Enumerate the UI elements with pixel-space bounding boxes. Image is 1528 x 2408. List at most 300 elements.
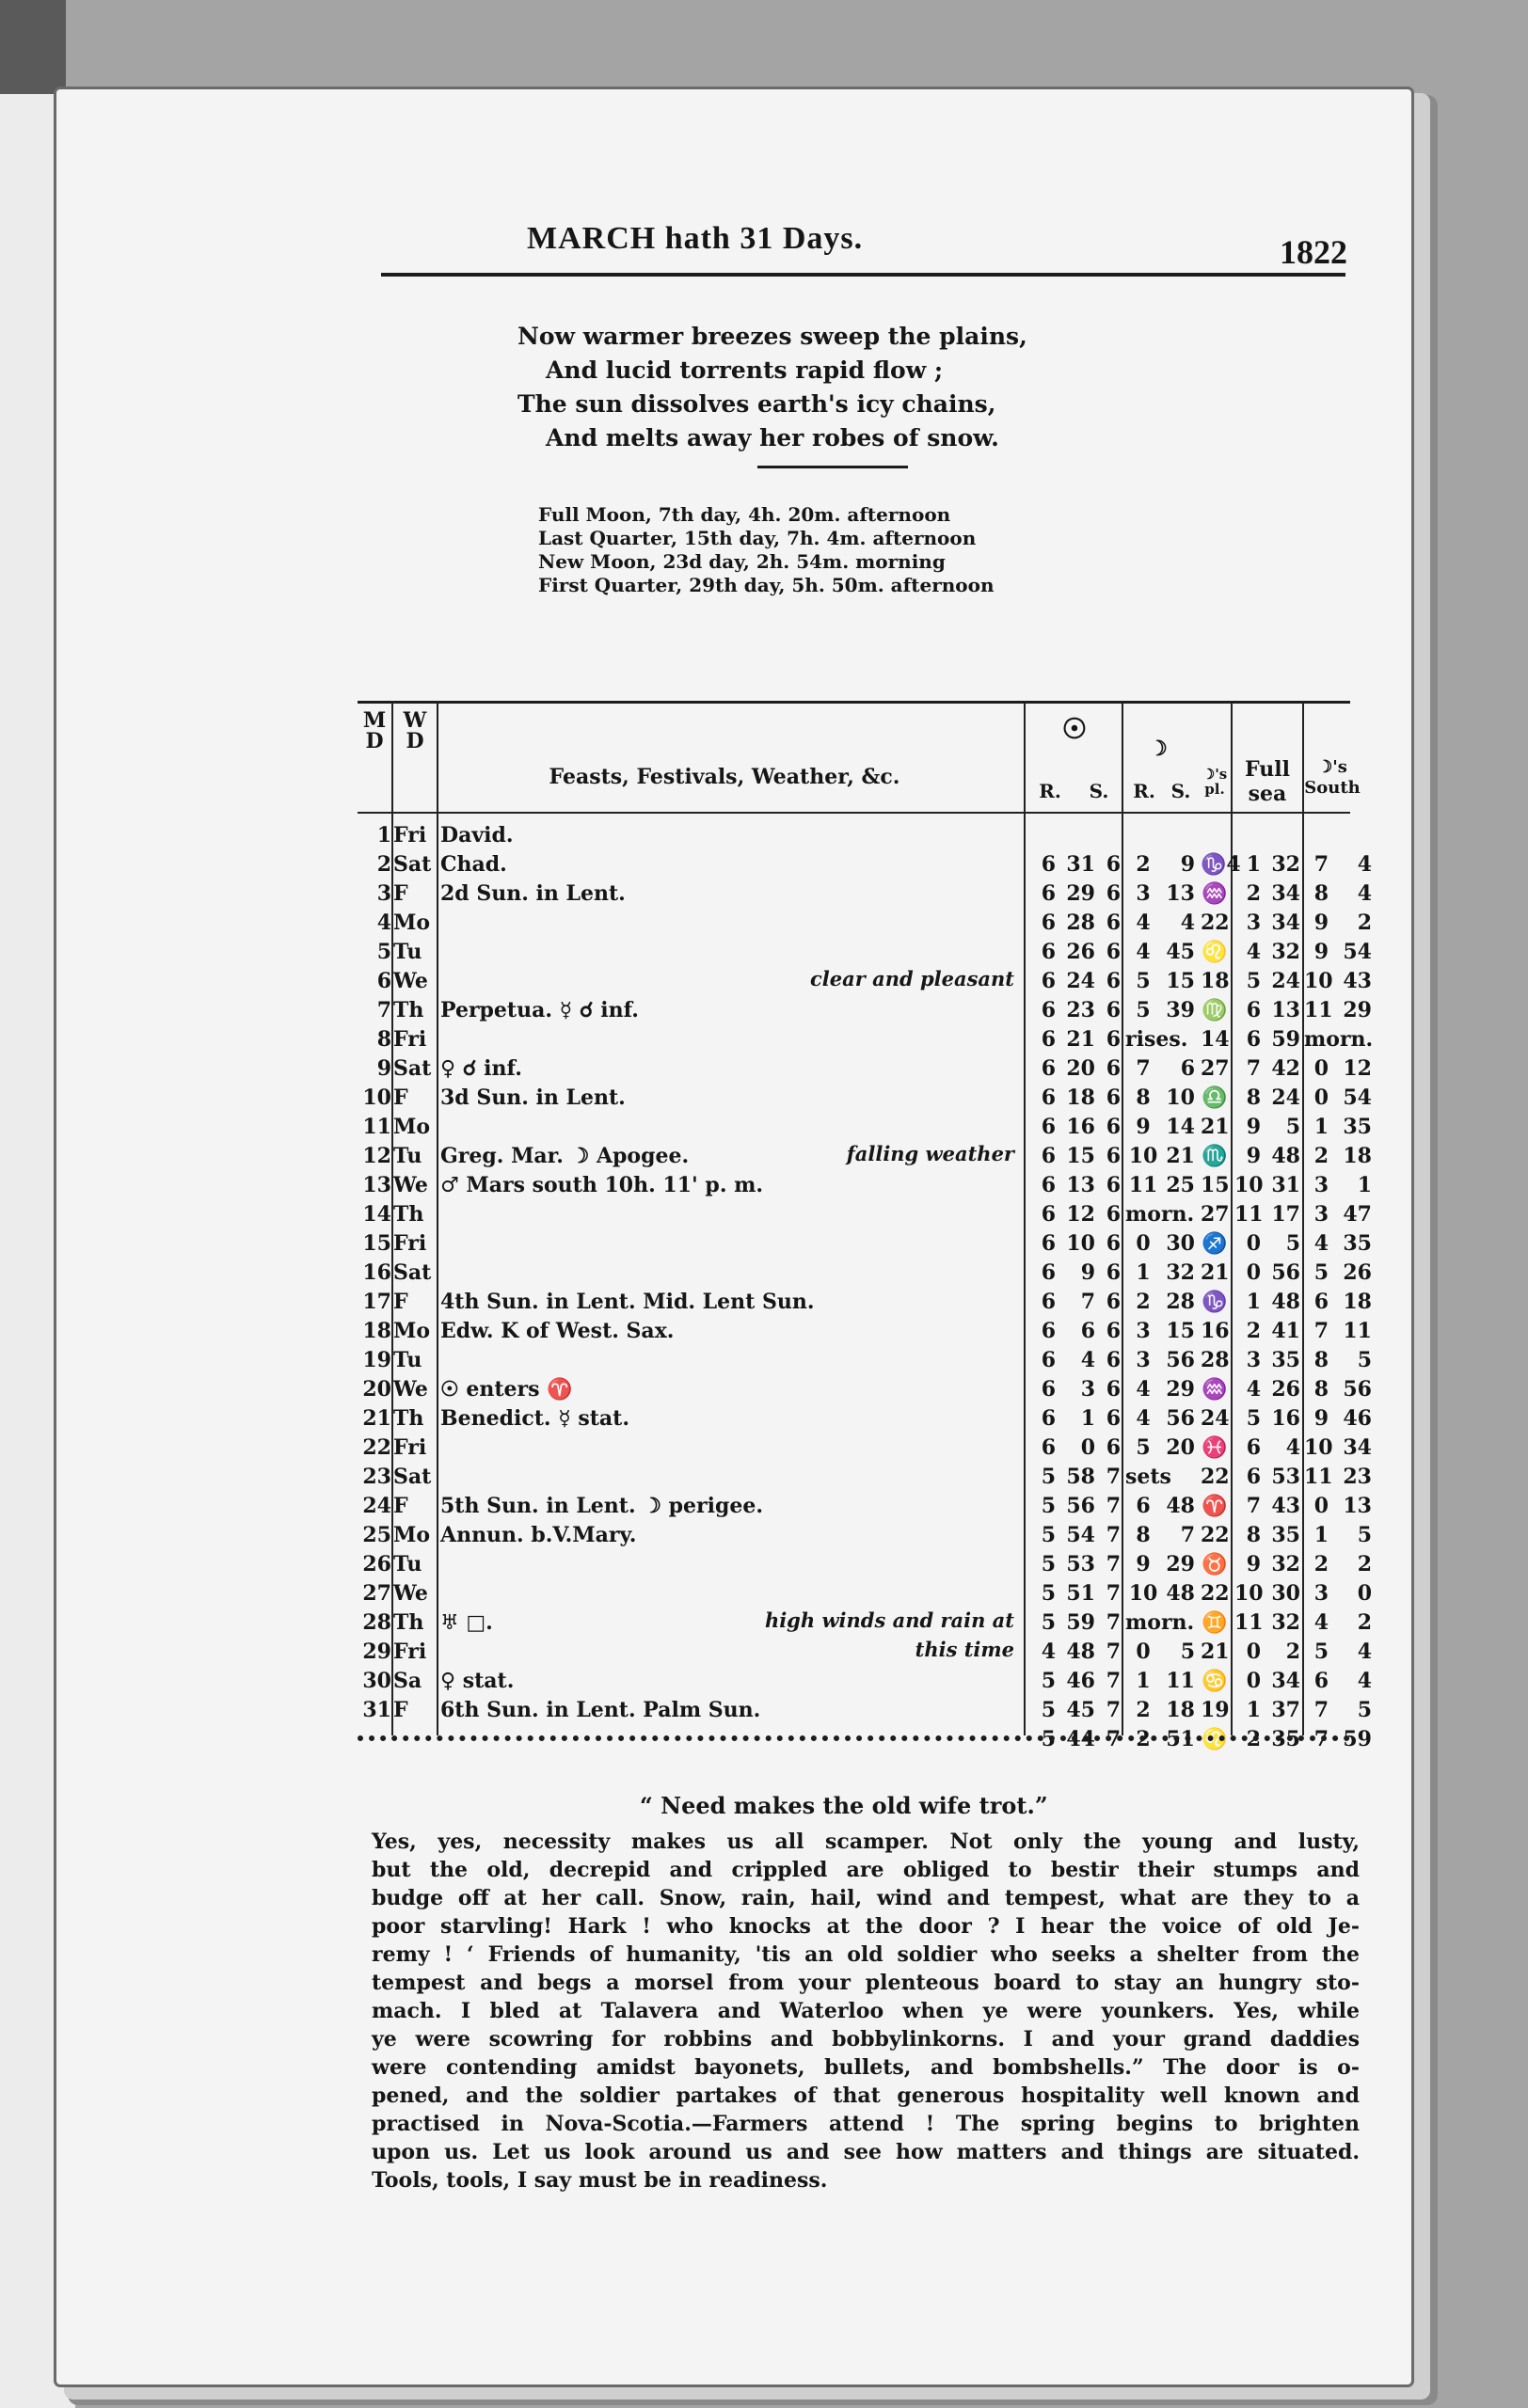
cell-month-day: 9 <box>376 1056 391 1081</box>
cell-south-hour: 7 <box>1313 1727 1329 1751</box>
cell-sea-hour: 2 <box>1246 1319 1261 1343</box>
cell-sea-hour: 0 <box>1246 1640 1261 1664</box>
cell-sun-rise-hour: 6 <box>1041 1202 1056 1227</box>
header-moon-south: ☽'s South <box>1304 757 1361 798</box>
cell-sea-hour: 2 <box>1246 1727 1261 1751</box>
cell-sea-min: 43 <box>1271 1494 1300 1518</box>
cell-sea-min: 35 <box>1271 1348 1300 1372</box>
cell-sea-min: 37 <box>1271 1698 1300 1722</box>
cell-sea-min: 32 <box>1271 940 1300 964</box>
cell-sun-set-hour: 6 <box>1106 911 1121 935</box>
cell-sun-set-hour: 7 <box>1106 1727 1121 1751</box>
cell-sun-rise-min: 29 <box>1066 881 1095 906</box>
cell-sea-min: 16 <box>1271 1406 1300 1431</box>
weather-note: clear and pleasant <box>809 967 1014 990</box>
cell-moon-min: 21 <box>1166 1144 1195 1168</box>
essay-line: ye were scowring for robbins and bobbylinkorns. I and your grand daddies <box>372 2027 1360 2052</box>
almanac-page <box>56 89 1411 2384</box>
cell-sun-set-hour: 7 <box>1106 1523 1121 1547</box>
cell-sun-rise-min: 23 <box>1066 998 1095 1022</box>
cell-week-day: We <box>393 1377 428 1402</box>
cell-south-hour: 7 <box>1313 852 1329 877</box>
cell-sun-rise-min: 10 <box>1066 1231 1095 1256</box>
cell-south-hour: 11 <box>1304 998 1333 1022</box>
cell-sea-min: 35 <box>1271 1523 1300 1547</box>
cell-feast: 5th Sun. in Lent. ☽ perigee. <box>440 1494 764 1518</box>
cell-week-day: Th <box>393 1406 424 1431</box>
cell-south-hour: 1 <box>1313 1115 1329 1139</box>
cell-moon-rise: 4 <box>1136 911 1151 935</box>
cell-month-day: 16 <box>362 1260 391 1285</box>
year-label: 1822 <box>1280 233 1347 271</box>
cell-sun-rise-hour: 6 <box>1041 940 1056 964</box>
cell-sea-hour: 4 <box>1246 940 1261 964</box>
cell-week-day: Mo <box>393 1523 431 1547</box>
cell-sun-set-hour: 6 <box>1106 1173 1121 1197</box>
cell-south-hour: 7 <box>1313 1698 1329 1722</box>
cell-month-day: 7 <box>376 998 391 1022</box>
cell-moon-place: 22 <box>1201 1465 1230 1489</box>
table-row <box>358 1346 1372 1375</box>
cell-sea-hour: 0 <box>1246 1260 1261 1285</box>
cell-moon-place: ♌ <box>1202 1727 1228 1751</box>
table-row <box>358 1434 1372 1463</box>
cell-sun-rise-hour: 6 <box>1041 1406 1056 1431</box>
table-row <box>358 1142 1372 1171</box>
cell-moon-place: ♒ <box>1202 1377 1228 1402</box>
cell-south-min: 18 <box>1343 1144 1372 1168</box>
cell-sun-rise-min: 0 <box>1080 1435 1095 1460</box>
cell-sun-set-hour: 6 <box>1106 940 1121 964</box>
cell-sun-rise-min: 53 <box>1066 1552 1095 1576</box>
table-row <box>358 1084 1372 1113</box>
cell-week-day: F <box>393 1698 408 1722</box>
table-top-rule <box>358 701 1350 704</box>
cell-sun-rise-hour: 6 <box>1041 852 1056 877</box>
cell-sea-hour: 3 <box>1246 1348 1261 1372</box>
cell-moon-rise: 4 <box>1136 1406 1151 1431</box>
cell-moon-place: ♊ <box>1202 1610 1228 1635</box>
cell-sun-rise-hour: 6 <box>1041 1115 1056 1139</box>
moon-phase: Full Moon, 7th day, 4h. 20m. afternoon <box>538 503 951 526</box>
cell-south-min: 2 <box>1357 1552 1372 1576</box>
cell-week-day: Fri <box>393 1027 427 1052</box>
cell-south-hour: 11 <box>1304 1465 1333 1489</box>
cell-south-hour: 5 <box>1313 1260 1329 1285</box>
table-bottom-rule <box>358 1735 1350 1741</box>
cell-moon-place: ♏ <box>1202 1144 1228 1168</box>
cell-moon-rise: 3 <box>1136 1319 1151 1343</box>
cell-moon-rise: 10 <box>1128 1581 1158 1606</box>
cell-south-hour: 10 <box>1304 969 1333 993</box>
cell-sun-rise-hour: 5 <box>1041 1581 1056 1606</box>
cell-sun-rise-hour: 6 <box>1041 1260 1056 1285</box>
cell-sea-hour: 6 <box>1246 1027 1261 1052</box>
cell-moon-min: 15 <box>1166 969 1195 993</box>
cell-moon-rise: 5 <box>1136 998 1151 1022</box>
cell-moon-min: 11 <box>1166 1669 1195 1693</box>
cell-week-day: Sa <box>393 1669 422 1693</box>
cell-sun-rise-min: 1 <box>1080 1406 1095 1431</box>
cell-month-day: 12 <box>362 1144 391 1168</box>
cell-sun-set-hour: 6 <box>1106 1348 1121 1372</box>
cell-south-hour: 10 <box>1304 1435 1333 1460</box>
table-row <box>358 1404 1372 1434</box>
cell-moon-rise: sets <box>1125 1465 1171 1489</box>
cell-sun-rise-min: 31 <box>1066 852 1095 877</box>
cell-sun-rise-min: 58 <box>1066 1465 1095 1489</box>
cell-sun-set-hour: 6 <box>1106 1085 1121 1110</box>
cell-south-hour: 0 <box>1313 1085 1329 1110</box>
cell-moon-rise: 3 <box>1136 1348 1151 1372</box>
table-row <box>358 909 1372 938</box>
cell-week-day: Th <box>393 1610 424 1635</box>
cell-sea-min: 24 <box>1271 1085 1300 1110</box>
cell-sun-rise-hour: 6 <box>1041 1056 1056 1081</box>
cell-sea-min: 30 <box>1271 1581 1300 1606</box>
cell-sun-rise-hour: 5 <box>1041 1727 1056 1751</box>
weather-note: this time <box>915 1638 1014 1661</box>
cell-moon-min: 56 <box>1166 1348 1195 1372</box>
table-row <box>358 1638 1372 1667</box>
cell-south-min: 2 <box>1357 1610 1372 1635</box>
cell-sun-rise-hour: 6 <box>1041 1348 1056 1372</box>
cell-sun-set-hour: 6 <box>1106 1260 1121 1285</box>
cell-south-min: 5 <box>1357 1523 1372 1547</box>
essay-line: tempest and begs a morsel from your plenteous board to stay an hungry sto- <box>372 1971 1360 1995</box>
cell-sea-hour: 9 <box>1246 1144 1261 1168</box>
cell-sun-set-hour: 7 <box>1106 1669 1121 1693</box>
cell-south-min: 26 <box>1343 1260 1372 1285</box>
cell-moon-place: 15 <box>1201 1173 1230 1197</box>
table-row <box>358 1259 1372 1288</box>
cell-sea-hour: 4 <box>1246 1377 1261 1402</box>
cell-sun-rise-hour: 6 <box>1041 1027 1056 1052</box>
cell-month-day: 28 <box>362 1610 391 1635</box>
cell-moon-rise: 5 <box>1136 1435 1151 1460</box>
cell-month-day: 21 <box>362 1406 391 1431</box>
cell-moon-min: 39 <box>1166 998 1195 1022</box>
cell-sun-rise-hour: 5 <box>1041 1494 1056 1518</box>
verse-line: Now warmer breezes sweep the plains, <box>517 323 1027 350</box>
cell-month-day: 8 <box>376 1027 391 1052</box>
cell-feast: David. <box>440 823 514 848</box>
cell-sun-set-hour: 6 <box>1106 1435 1121 1460</box>
cell-sea-min: 5 <box>1285 1115 1300 1139</box>
cell-sun-rise-min: 24 <box>1066 969 1095 993</box>
verse-line: The sun dissolves earth's icy chains, <box>517 390 996 418</box>
cell-moon-min: 4 <box>1180 911 1195 935</box>
calendar-table <box>358 701 1374 1764</box>
cell-moon-min: 48 <box>1166 1581 1195 1606</box>
cell-sun-rise-min: 21 <box>1066 1027 1095 1052</box>
cell-south-min: 11 <box>1343 1319 1372 1343</box>
cell-month-day: 22 <box>362 1435 391 1460</box>
cell-month-day: 13 <box>362 1173 391 1197</box>
cell-month-day: 26 <box>362 1552 391 1576</box>
cell-sun-rise-min: 4 <box>1080 1348 1095 1372</box>
verse-rule <box>757 466 908 468</box>
table-row <box>358 1521 1372 1550</box>
essay-line: upon us. Let us look around us and see how matters and things are situated. <box>372 2140 1360 2164</box>
cell-sun-rise-min: 44 <box>1066 1727 1095 1751</box>
cell-south-min: 54 <box>1343 1085 1372 1110</box>
cell-moon-place: ♍ <box>1202 998 1228 1022</box>
cell-sun-set-hour: 6 <box>1106 1144 1121 1168</box>
cell-sun-rise-hour: 4 <box>1041 1640 1056 1664</box>
cell-sea-min: 24 <box>1271 969 1300 993</box>
cell-moon-rise: 0 <box>1136 1231 1151 1256</box>
cell-month-day: 17 <box>362 1290 391 1314</box>
cell-sun-set-hour: 6 <box>1106 1202 1121 1227</box>
cell-week-day: Fri <box>393 1435 427 1460</box>
table-row <box>358 1608 1372 1638</box>
cell-south-hour: 3 <box>1313 1173 1329 1197</box>
cell-sun-set-hour: 6 <box>1106 881 1121 906</box>
cell-south-min: 2 <box>1357 911 1372 935</box>
cell-sea-hour: 9 <box>1246 1115 1261 1139</box>
cell-south-hour: 6 <box>1313 1669 1329 1693</box>
cell-sun-rise-hour: 5 <box>1041 1523 1056 1547</box>
cell-moon-rise: 1 <box>1136 1260 1151 1285</box>
header-moon-rise: R. <box>1133 780 1155 802</box>
cell-sun-rise-hour: 6 <box>1041 1290 1056 1314</box>
cell-week-day: Sat <box>393 852 432 877</box>
cell-week-day: Fri <box>393 1231 427 1256</box>
cell-moon-rise: 6 <box>1136 1494 1151 1518</box>
table-row <box>358 1229 1372 1259</box>
cell-moon-min: 7 <box>1180 1523 1195 1547</box>
cell-sea-hour: 5 <box>1246 1406 1261 1431</box>
cell-moon-place: 18 <box>1201 969 1230 993</box>
cell-sun-set-hour: 6 <box>1106 1027 1121 1052</box>
table-row <box>358 1171 1372 1200</box>
cell-week-day: Mo <box>393 911 431 935</box>
header-rule <box>381 273 1345 277</box>
cell-sea-hour: 8 <box>1246 1085 1261 1110</box>
table-row <box>358 1054 1372 1084</box>
cell-moon-rise: 9 <box>1136 1115 1151 1139</box>
cell-south-min: 18 <box>1343 1290 1372 1314</box>
cell-sun-rise-min: 56 <box>1066 1494 1095 1518</box>
cell-south-min: 4 <box>1357 852 1372 877</box>
cell-south-hour: 9 <box>1313 940 1329 964</box>
cell-sea-min: 32 <box>1271 1552 1300 1576</box>
cell-sun-rise-min: 26 <box>1066 940 1095 964</box>
cell-south-hour: 8 <box>1313 1348 1329 1372</box>
cell-sun-set-hour: 7 <box>1106 1581 1121 1606</box>
cell-south-min: 43 <box>1343 969 1372 993</box>
cell-sea-min: 13 <box>1271 998 1300 1022</box>
cell-moon-place: 27 <box>1201 1056 1230 1081</box>
cell-sea-min: 26 <box>1271 1377 1300 1402</box>
cell-sea-min: 5 <box>1285 1231 1300 1256</box>
cell-week-day: Tu <box>393 1552 422 1576</box>
table-row <box>358 1025 1374 1054</box>
cell-moon-rise: 8 <box>1136 1085 1151 1110</box>
cell-sea-min: 42 <box>1271 1056 1300 1081</box>
cell-south-hour: 0 <box>1313 1056 1329 1081</box>
cell-south-hour: 1 <box>1313 1523 1329 1547</box>
header-full-sea: Full sea <box>1245 757 1290 806</box>
cell-moon-place: 16 <box>1201 1319 1230 1343</box>
cell-moon-place: ♓ <box>1202 1435 1228 1460</box>
cell-moon-min: 28 <box>1166 1290 1195 1314</box>
month-title: MARCH hath 31 Days. <box>527 221 864 256</box>
cell-moon-rise: 4 <box>1136 940 1151 964</box>
cell-feast: ♀ stat. <box>440 1669 515 1693</box>
table-row <box>358 996 1372 1025</box>
table-row <box>358 1288 1372 1317</box>
cell-moon-place: ♈ <box>1202 1494 1228 1518</box>
cell-month-day: 10 <box>362 1085 391 1110</box>
cell-sea-hour: 9 <box>1246 1552 1261 1576</box>
cell-month-day: 4 <box>376 911 391 935</box>
cell-month-day: 11 <box>362 1115 391 1139</box>
table-row <box>358 1463 1372 1492</box>
cell-south-min: 56 <box>1343 1377 1372 1402</box>
cell-moon-rise: 5 <box>1136 969 1151 993</box>
cell-month-day: 18 <box>362 1319 391 1343</box>
cell-feast: ☉ enters ♈ <box>440 1377 573 1402</box>
cell-south-hour: 4 <box>1313 1610 1329 1635</box>
cell-south-min: 0 <box>1357 1581 1372 1606</box>
cell-month-day: 31 <box>362 1698 391 1722</box>
cell-south-hour: 5 <box>1313 1640 1329 1664</box>
table-row <box>358 1667 1372 1696</box>
cell-month-day: 5 <box>376 940 391 964</box>
cell-week-day: We <box>393 969 428 993</box>
cell-feast: 6th Sun. in Lent. Palm Sun. <box>440 1698 761 1722</box>
essay-line: remy ! ‘ Friends of humanity, 'tis an old soldier who seeks a shelter from the <box>372 1942 1360 1967</box>
cell-sun-rise-hour: 6 <box>1041 1144 1056 1168</box>
essay-line: but the old, decrepid and crippled are obliged to bestir their stumps and <box>372 1858 1360 1882</box>
cell-moon-place: 21 <box>1201 1640 1230 1664</box>
moon-phase: New Moon, 23d day, 2h. 54m. morning <box>538 550 946 573</box>
cell-feast: Benedict. ☿ stat. <box>440 1406 629 1431</box>
cell-week-day: Mo <box>393 1319 431 1343</box>
cell-week-day: F <box>393 1290 408 1314</box>
table-row <box>358 1375 1372 1404</box>
cell-moon-place: 21 <box>1201 1260 1230 1285</box>
cell-sun-rise-hour: 5 <box>1041 1669 1056 1693</box>
table-row <box>358 1579 1372 1608</box>
cell-moon-place: ♑4 <box>1201 852 1241 877</box>
cell-moon-place: 21 <box>1201 1115 1230 1139</box>
table-row <box>358 821 1350 850</box>
table-row <box>358 1113 1372 1142</box>
cell-moon-place: 22 <box>1201 1523 1230 1547</box>
cell-week-day: Th <box>393 1202 424 1227</box>
cell-sea-hour: 1 <box>1246 1290 1261 1314</box>
cell-moon-min: 18 <box>1166 1698 1195 1722</box>
cell-feast: ♀ ☌ inf. <box>440 1056 522 1081</box>
cell-south-min: 13 <box>1343 1494 1372 1518</box>
weather-note: falling weather <box>846 1142 1014 1165</box>
header-bottom-rule <box>358 812 1350 814</box>
cell-south-hour: 8 <box>1313 881 1329 906</box>
cell-sun-set-hour: 7 <box>1106 1698 1121 1722</box>
cell-sun-rise-hour: 6 <box>1041 881 1056 906</box>
essay-line: pened, and the soldier partakes of that generous hospitality well known and <box>372 2083 1360 2108</box>
cell-sea-min: 56 <box>1271 1260 1300 1285</box>
cell-sea-min: 31 <box>1271 1173 1300 1197</box>
page-content <box>301 89 1374 2384</box>
cell-week-day: We <box>393 1173 428 1197</box>
cell-week-day: Sat <box>393 1260 432 1285</box>
cell-south-hour: 2 <box>1313 1552 1329 1576</box>
cell-moon-place: 24 <box>1201 1406 1230 1431</box>
cell-south-hour: 9 <box>1313 911 1329 935</box>
cell-week-day: Sat <box>393 1465 432 1489</box>
cell-sun-rise-hour: 6 <box>1041 1231 1056 1256</box>
cell-moon-rise: 10 <box>1128 1144 1158 1168</box>
cell-sea-min: 34 <box>1271 911 1300 935</box>
cell-sun-rise-min: 28 <box>1066 911 1095 935</box>
cell-moon-min: 13 <box>1166 881 1195 906</box>
cell-sun-rise-min: 16 <box>1066 1115 1095 1139</box>
cell-week-day: Tu <box>393 1144 422 1168</box>
cell-week-day: Th <box>393 998 424 1022</box>
cell-sun-set-hour: 6 <box>1106 969 1121 993</box>
cell-sun-rise-hour: 6 <box>1041 1435 1056 1460</box>
cell-month-day: 3 <box>376 881 391 906</box>
cell-week-day: We <box>393 1581 428 1606</box>
cell-sea-min: 59 <box>1271 1027 1300 1052</box>
cell-sun-set-hour: 7 <box>1106 1465 1121 1489</box>
cell-month-day: 2 <box>376 852 391 877</box>
cell-moon-place: 28 <box>1201 1348 1230 1372</box>
cell-moon-rise: 2 <box>1136 852 1151 877</box>
cell-moon-rise: 1 <box>1136 1669 1151 1693</box>
essay-line: were contending amidst bayonets, bullets, and bombshells.” The door is o- <box>372 2055 1360 2080</box>
cell-sea-min: 4 <box>1285 1435 1300 1460</box>
cell-month-day: 1 <box>376 823 391 848</box>
header-md: M D <box>362 708 387 753</box>
cell-moon-place: ♑ <box>1202 1290 1228 1314</box>
table-row <box>358 938 1372 967</box>
cell-month-day: 25 <box>362 1523 391 1547</box>
cell-sea-min: 53 <box>1271 1465 1300 1489</box>
sun-symbol: ☉ <box>1061 713 1088 746</box>
cell-sun-set-hour: 6 <box>1106 1056 1121 1081</box>
cell-moon-place: ♎ <box>1202 1085 1228 1110</box>
cell-week-day: Sat <box>393 1056 432 1081</box>
cell-moon-rise: 11 <box>1128 1173 1158 1197</box>
cell-month-day: 14 <box>362 1202 391 1227</box>
cell-south-min: 4 <box>1357 1669 1372 1693</box>
cell-sun-rise-hour: 6 <box>1041 911 1056 935</box>
cell-sea-min: 32 <box>1271 1610 1300 1635</box>
cell-moon-rise: 2 <box>1136 1727 1151 1751</box>
cell-week-day: Fri <box>393 823 427 848</box>
cell-sun-rise-min: 46 <box>1066 1669 1095 1693</box>
cell-south-min: 54 <box>1343 940 1372 964</box>
cell-sun-rise-hour: 6 <box>1041 1085 1056 1110</box>
cell-moon-min: 20 <box>1166 1435 1195 1460</box>
cell-sea-min: 34 <box>1271 1669 1300 1693</box>
cell-sun-set-hour: 6 <box>1106 998 1121 1022</box>
cell-feast: 2d Sun. in Lent. <box>440 881 626 906</box>
table-row <box>358 1696 1372 1725</box>
cell-sea-min: 48 <box>1271 1290 1300 1314</box>
cell-week-day: F <box>393 881 408 906</box>
cell-moon-rise: 9 <box>1136 1552 1151 1576</box>
cell-month-day: 30 <box>362 1669 391 1693</box>
cell-south-min: 46 <box>1343 1406 1372 1431</box>
cell-feast: Edw. K of West. Sax. <box>440 1319 675 1343</box>
cell-sun-set-hour: 7 <box>1106 1610 1121 1635</box>
